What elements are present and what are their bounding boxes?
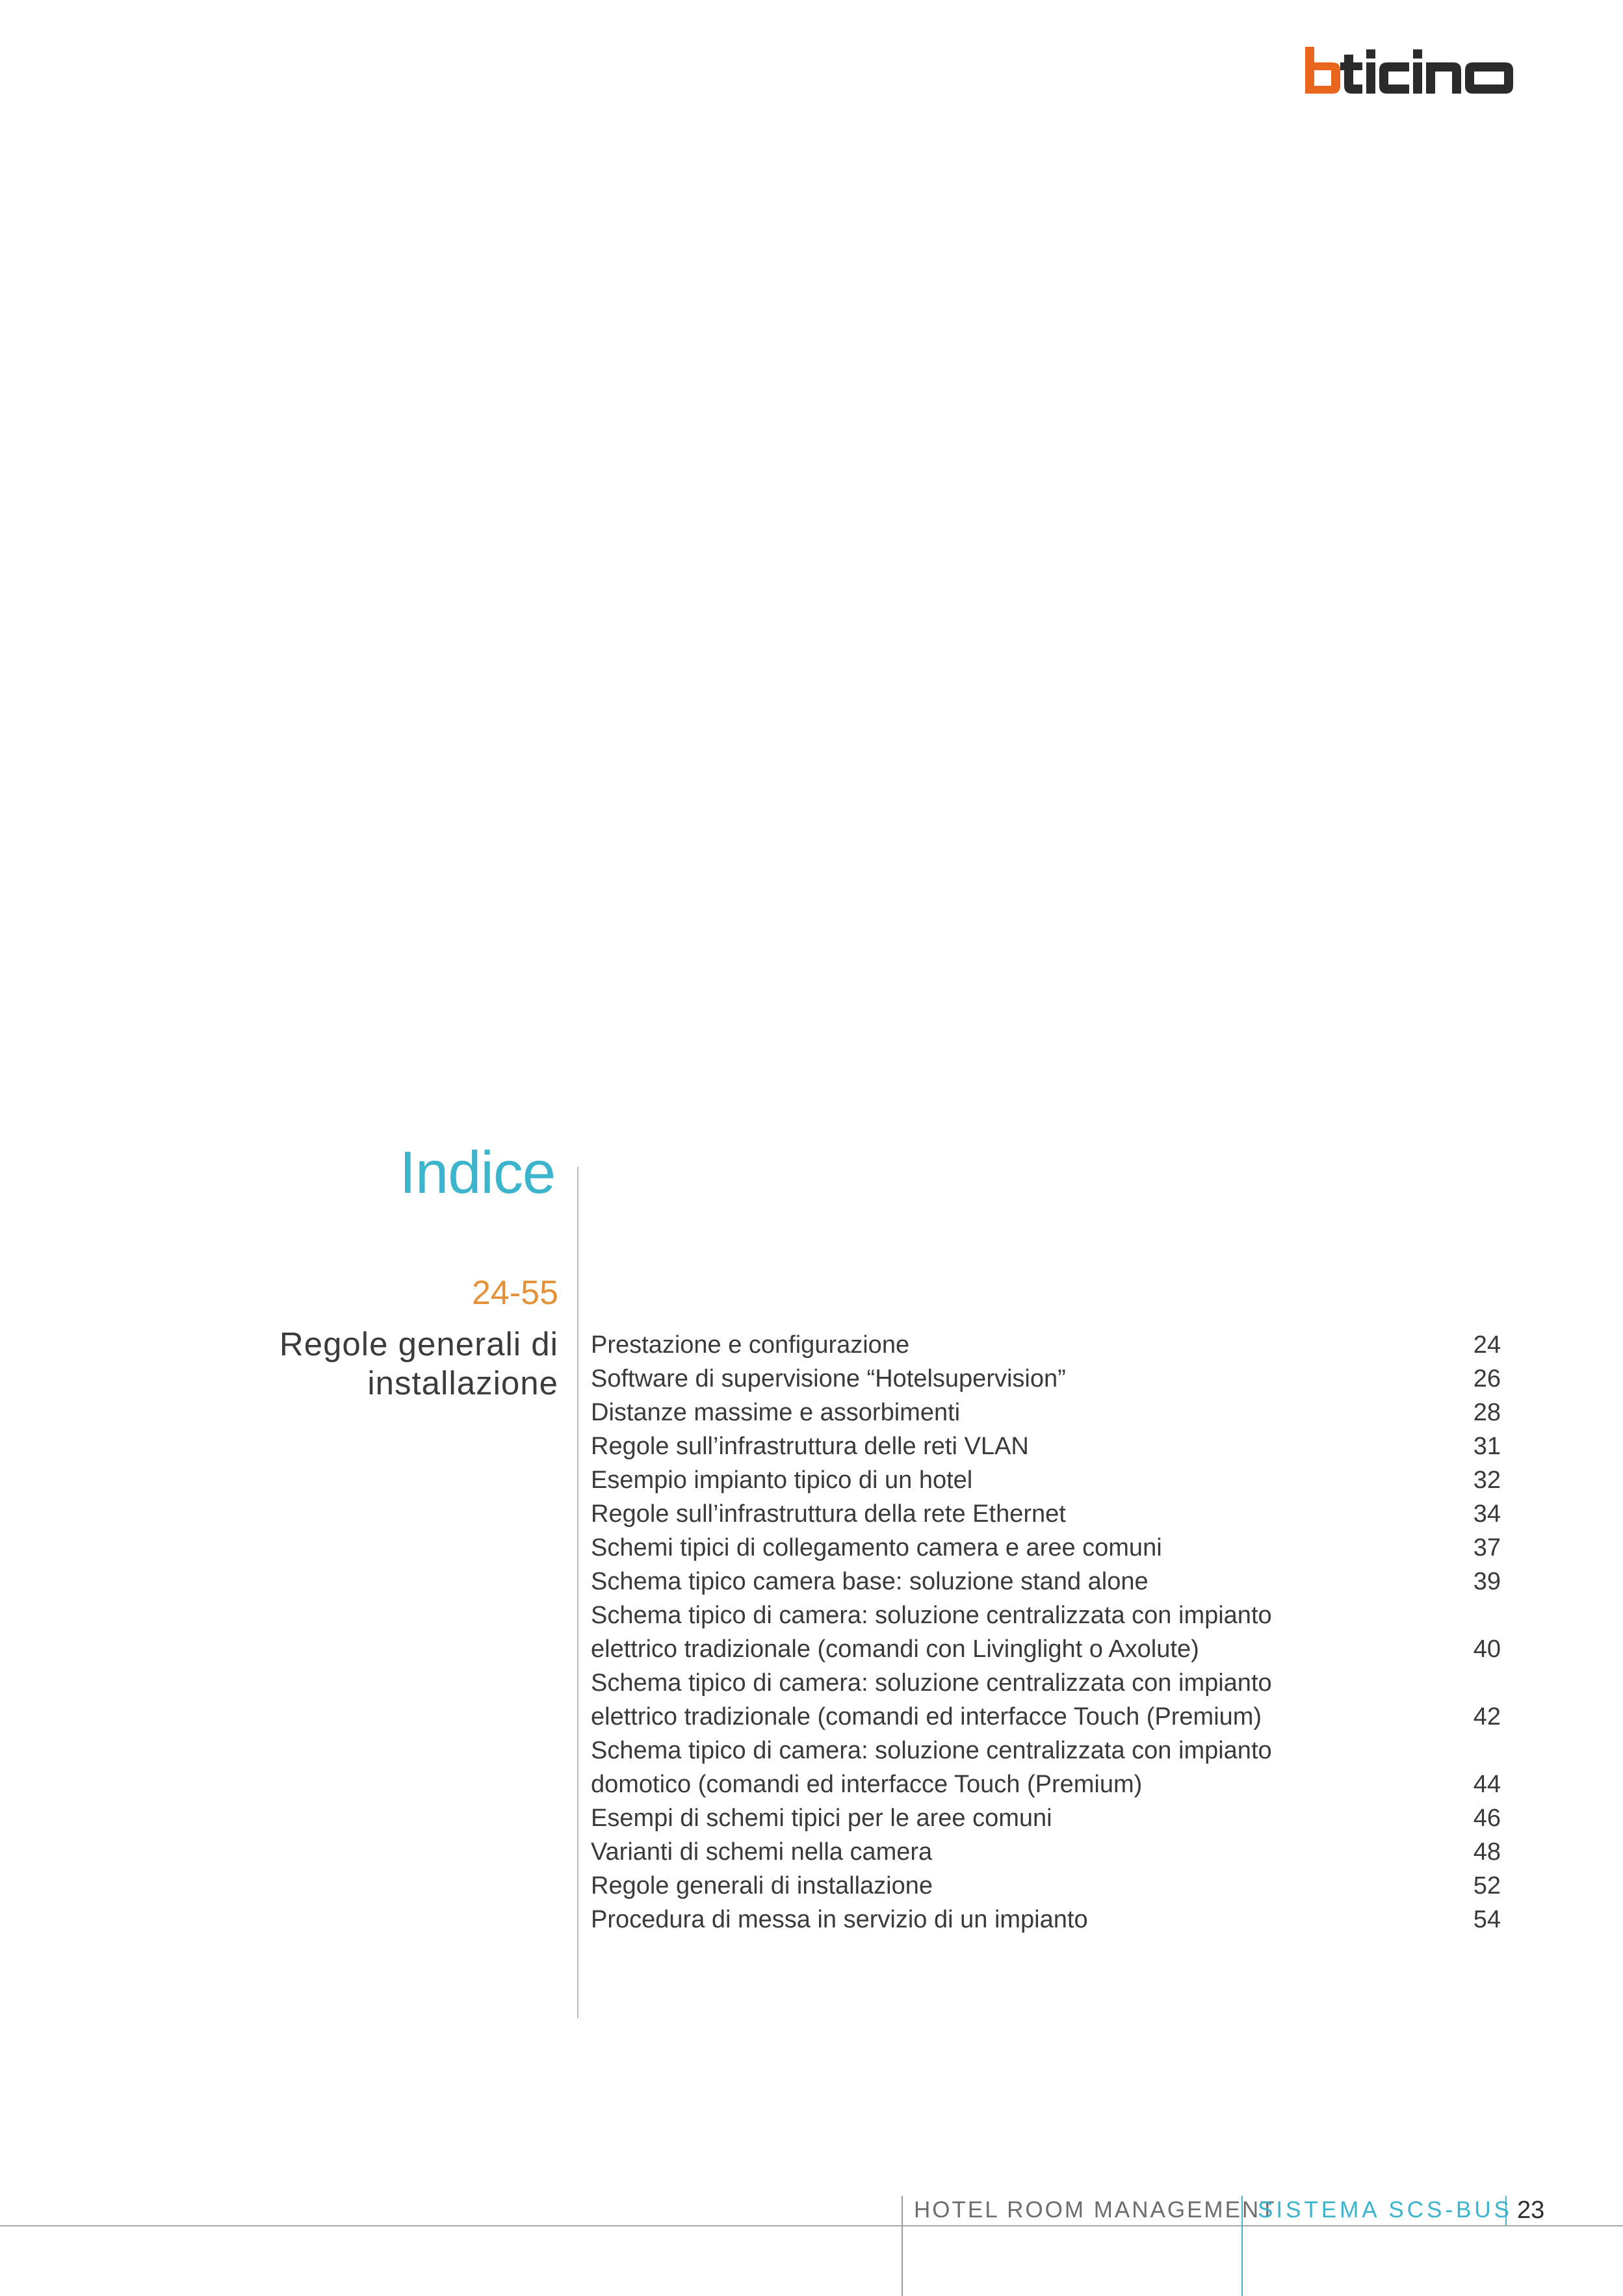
bticino-logo-mark <box>1305 47 1513 94</box>
logo-c-glyph <box>1379 62 1409 94</box>
toc-entry-title: Schema tipico di camera: soluzione centralizzata con impianto elettrico tradizionale (comandi con Livinglight o Axolute) <box>591 1602 1272 1663</box>
toc-entry-title: Schema tipico di camera: soluzione centralizzata con impianto domotico (comandi ed interfacce Touch (Premium) <box>591 1737 1272 1798</box>
footer-page-number: 23 <box>1517 2197 1545 2224</box>
footer-product-label: HOTEL ROOM MANAGEMENT <box>914 2197 1277 2223</box>
toc-entry[interactable] <box>591 1396 1501 1429</box>
toc-entry[interactable] <box>591 1666 1501 1734</box>
logo-i2-dot <box>1413 49 1422 59</box>
footer-rule <box>0 2225 1623 2226</box>
toc-entry-title: Varianti di schemi nella camera <box>591 1838 933 1866</box>
bticino-logo <box>1305 47 1513 94</box>
toc-entry-title: Regole generali di installazione <box>591 1872 933 1899</box>
logo-i2-stem <box>1413 62 1422 94</box>
toc-entry[interactable] <box>591 1565 1501 1598</box>
logo-i-stem <box>1366 62 1375 94</box>
logo-t-glyph <box>1340 55 1362 94</box>
footer-system-label: SISTEMA SCS-BUS <box>1258 2197 1513 2223</box>
section-title: Regole generali di installazione <box>279 1325 558 1402</box>
table-of-contents <box>591 1328 1501 1937</box>
toc-entry[interactable] <box>591 1362 1501 1396</box>
toc-entry[interactable] <box>591 1429 1501 1463</box>
index-title: Indice <box>399 1140 555 1206</box>
toc-entry[interactable] <box>591 1835 1501 1869</box>
toc-entry-page: 39 <box>1473 1568 1501 1595</box>
toc-entry-page: 40 <box>1473 1636 1501 1663</box>
toc-entry-title: Regole sull’infrastruttura della rete Ethernet <box>591 1500 1066 1528</box>
toc-entry-title: Prestazione e configurazione <box>591 1331 910 1359</box>
toc-entry-title: Procedura di messa in servizio di un impianto <box>591 1906 1088 1933</box>
toc-entry[interactable] <box>591 1497 1501 1531</box>
footer-divider <box>902 2196 903 2296</box>
toc-entry[interactable] <box>591 1598 1501 1666</box>
toc-entry-page: 24 <box>1473 1331 1501 1359</box>
toc-entry-title: Schema tipico di camera: soluzione centralizzata con impianto elettrico tradizionale (comandi ed interfacce Touch (Premium) <box>591 1669 1272 1730</box>
toc-entry-page: 37 <box>1473 1534 1501 1561</box>
toc-entry-title: Distanze massime e assorbimenti <box>591 1399 961 1426</box>
toc-entry-title: Esempi di schemi tipici per le aree comuni <box>591 1805 1052 1832</box>
logo-o-glyph <box>1465 62 1513 94</box>
logo-b-glyph <box>1305 47 1340 94</box>
toc-entry-page: 28 <box>1473 1399 1501 1426</box>
index-divider <box>577 1167 578 2018</box>
toc-entry-page: 32 <box>1473 1467 1501 1494</box>
toc-entry[interactable] <box>591 1328 1501 1362</box>
toc-entry-page: 31 <box>1473 1433 1501 1460</box>
toc-entry-page: 52 <box>1473 1872 1501 1899</box>
toc-entry-page: 54 <box>1473 1906 1501 1933</box>
toc-entry-page: 46 <box>1473 1805 1501 1832</box>
logo-n-glyph <box>1426 62 1461 94</box>
toc-entry-title: Regole sull’infrastruttura delle reti VLAN <box>591 1433 1029 1460</box>
toc-entry-page: 34 <box>1473 1500 1501 1528</box>
toc-entry[interactable] <box>591 1734 1501 1801</box>
toc-entry[interactable] <box>591 1463 1501 1497</box>
section-page-range: 24-55 <box>472 1274 558 1312</box>
toc-entry-title: Esempio impianto tipico di un hotel <box>591 1467 973 1494</box>
toc-entry-page: 44 <box>1473 1771 1501 1798</box>
toc-entry-title: Software di supervisione “Hotelsupervision” <box>591 1365 1066 1392</box>
toc-entry-page: 26 <box>1473 1365 1501 1392</box>
logo-i-dot <box>1366 49 1375 59</box>
toc-entry[interactable] <box>591 1801 1501 1835</box>
toc-entry-title: Schema tipico camera base: soluzione stand alone <box>591 1568 1149 1595</box>
toc-entry-page: 48 <box>1473 1838 1501 1866</box>
toc-entry[interactable] <box>591 1903 1501 1937</box>
toc-entry[interactable] <box>591 1869 1501 1903</box>
toc-entry[interactable] <box>591 1531 1501 1565</box>
toc-entry-page: 42 <box>1473 1703 1501 1730</box>
toc-entry-title: Schemi tipici di collegamento camera e aree comuni <box>591 1534 1162 1561</box>
